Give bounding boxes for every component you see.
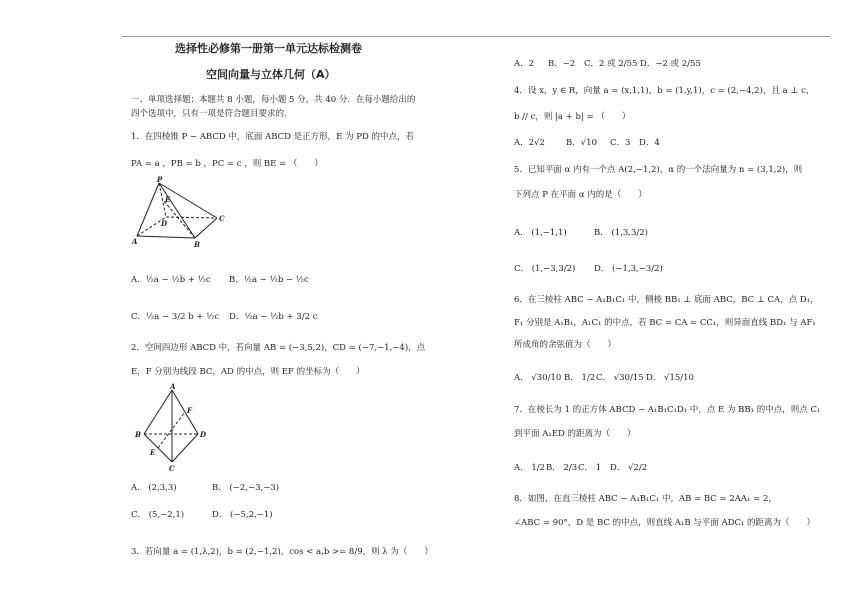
q4-stem-line2: b // c，则 |a + b| = （ ） <box>514 112 631 122</box>
doc-subtitle: 空间向量与立体几何（A） <box>206 68 336 81</box>
edge-ad <box>172 390 198 434</box>
edge-pb <box>159 183 195 238</box>
segment-be <box>163 200 195 238</box>
q7-stem-line2: 到平面 A₁ED 的距离为（ ） <box>514 429 636 439</box>
q1-label-b: B <box>194 240 200 248</box>
q5-option-d: D． (−1,3,−3/2) <box>594 264 663 274</box>
q2-option-d: D． (−5,2,−1) <box>212 510 273 520</box>
q5-option-b: B． (1,3,3/2) <box>594 228 648 238</box>
q4-stem-line1: 4．设 x，y ∈ R，向量 a = (x,1,1)，b = (1,y,1)，c = (2,−4,2)，且 a ⊥ c， <box>514 86 815 96</box>
q6-option-c: C． √30/15 <box>596 373 644 383</box>
q4-option-a: A．2√2 <box>514 138 545 148</box>
doc-title: 选择性必修第一册第一单元达标检测卷 <box>175 42 362 55</box>
q2-label-d: D <box>200 430 207 439</box>
q1-pyramid-figure <box>130 176 230 248</box>
q4-option-b: B．√10 <box>566 138 597 148</box>
q1-label-c: C <box>219 214 225 223</box>
q1-label-d: D <box>161 219 168 228</box>
q1-option-c: C．½a − 3/2 b + ½c <box>131 312 220 322</box>
q3-option-d: D．−2 或 2/55 <box>640 59 701 69</box>
q7-option-c: C． 1 <box>578 463 602 473</box>
edge-pa <box>137 183 159 236</box>
edge-dc <box>166 217 217 218</box>
q1-option-a: A．½a − ½b + ½c <box>131 275 211 285</box>
q5-option-c: C． (1,−3,3/2) <box>514 264 576 274</box>
q5-stem-line2: 下列点 P 在平面 α 内的是（ ） <box>514 190 647 200</box>
q1-label-e: E <box>165 195 171 204</box>
q3-stem: 3．若向量 a = (1,λ,2)，b = (2,−1,2)，cos < a,b >= 8/9，则 λ 为（ ） <box>131 547 433 557</box>
q8-stem-line2: ∠ABC = 90°，D 是 BC 的中点，则直线 A₁B 与平面 ADC₁ 的距离为（ ） <box>514 518 816 528</box>
q2-option-c: C． (5,−2,1) <box>131 510 185 520</box>
q4-option-c: C．3 <box>610 138 631 148</box>
q7-option-d: D． √2/2 <box>610 463 648 473</box>
q6-stem-line2: F₁ 分别是 A₁B₁，A₁C₁ 的中点，若 BC = CA = CC₁，则异面直线 BD₁ 与 AF₁ <box>514 318 816 328</box>
q5-option-a: A． (1,−1,1) <box>514 228 567 238</box>
q1-stem-line2: PA = a ，PB = b ，PC = c ，则 BE = （ ） <box>131 159 323 169</box>
q2-option-a: A． (2,3,3) <box>131 483 177 493</box>
q3-option-a: A．2 <box>514 59 535 69</box>
q5-stem-line1: 5．已知平面 α 内有一个点 A(2,−1,2)，α 的一个法向量为 n = (3,1,2)，则 <box>514 165 803 175</box>
q6-stem-line1: 6．在三棱柱 ABC − A₁B₁C₁ 中，侧棱 BB₁ ⊥ 底面 ABC，BC ⊥ CA，点 D₁， <box>514 295 819 305</box>
q2-stem-line1: 2．空间四边形 ABCD 中，若向量 AB = (−3,5,2)，CD = (−7,−1,−4)，点 <box>131 343 426 353</box>
q8-stem-line1: 8．如图，在直三棱柱 ABC − A₁B₁C₁ 中，AB = BC = 2AA₁ = 2， <box>514 494 777 504</box>
q2-option-b: B． (−2,−3,−3) <box>212 483 280 493</box>
q2-label-b: B <box>135 430 141 439</box>
q2-label-c: C <box>169 464 175 472</box>
q6-option-b: B． 1/2 <box>564 373 596 383</box>
edge-bc <box>195 218 217 238</box>
q7-stem-line1: 7．在棱长为 1 的正方体 ABCD − A₁B₁C₁D₁ 中，点 E 为 BB₁ 的中点，则点 C₁ <box>514 405 821 415</box>
edge-dc <box>172 434 198 462</box>
q7-option-b: B． 2/3 <box>546 463 578 473</box>
q1-option-b: B．½a − ½b − ½c <box>229 275 309 285</box>
q6-option-d: D． √15/10 <box>646 373 694 383</box>
q1-option-d: D．½a − ½b + 3/2 c <box>229 312 318 322</box>
q2-tetrahedron-figure <box>130 382 212 472</box>
edge-ab <box>144 390 172 434</box>
section-heading-line2: 四个选项中，只有一项是符合题目要求的． <box>131 109 293 119</box>
q2-label-e: E <box>150 448 156 457</box>
q4-option-d: D．4 <box>639 138 660 148</box>
q3-option-c: C．2 或 2/55 <box>584 59 638 69</box>
q6-stem-line3: 所成角的余弦值为（ ） <box>514 340 617 350</box>
edge-ab <box>137 236 195 238</box>
q2-label-f: F <box>187 406 192 415</box>
q1-label-a: A <box>132 237 138 246</box>
q2-label-a: A <box>170 382 176 391</box>
section-heading-line1: 一、单项选择题：本题共 8 小题，每小题 5 分，共 40 分．在每小题给出的 <box>131 95 416 105</box>
q1-stem-line1: 1．在四棱锥 P − ABCD 中，底面 ABCD 是正方形，E 为 PD 的中点，若 <box>131 132 415 142</box>
q2-stem-line2: E，F 分别为线段 BC，AD 的中点，则 EF 的坐标为（ ） <box>131 367 365 377</box>
q6-option-a: A． √30/10 <box>514 373 562 383</box>
q1-label-p: P <box>157 176 163 184</box>
q7-option-a: A． 1/2 <box>514 463 546 473</box>
top-rule <box>122 36 830 37</box>
q3-option-b: B．−2 <box>548 59 576 69</box>
